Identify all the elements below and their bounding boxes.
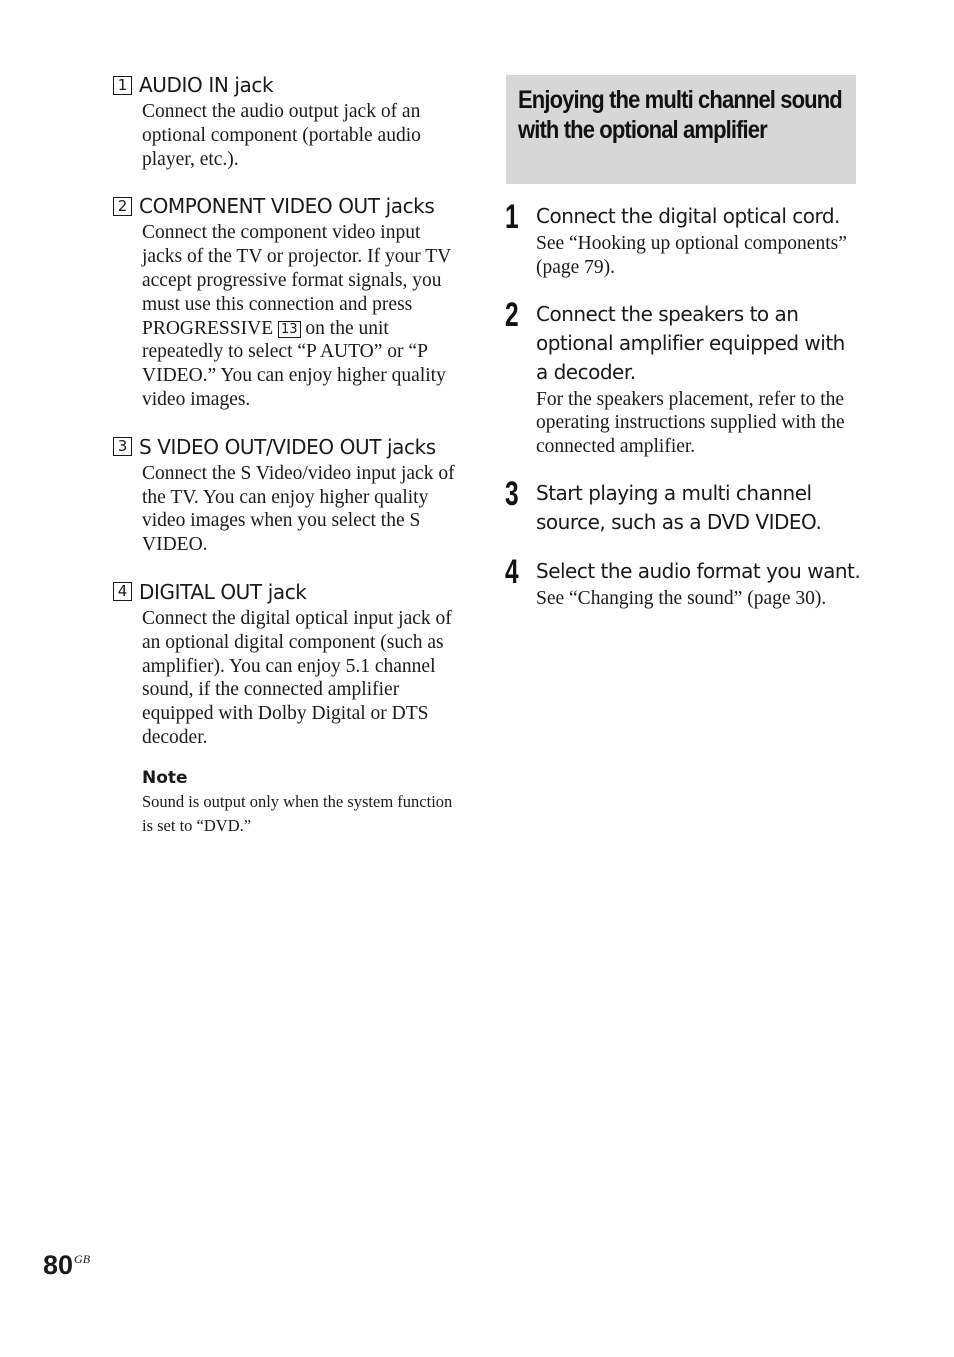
- item-header: [113, 70, 465, 100]
- step-description: See “Changing the sound” (page 30).: [536, 587, 827, 609]
- progressive-button-ref: 13: [278, 321, 301, 338]
- step-title: Connect the digital optical cord.: [536, 204, 840, 228]
- item-number-box: 4: [113, 582, 132, 601]
- left-column: [113, 70, 465, 838]
- item-digital-out: [113, 577, 465, 750]
- step-number: 1: [505, 198, 519, 236]
- step-item: [505, 198, 861, 280]
- item-description: Connect the digital optical input jack of an optional digital component (such as amplifier). You can enjoy 5.1 channel sound, if the connected amplifier equipped with Dolby Digital or DTS decoder.: [142, 607, 452, 748]
- item-number-box: 1: [113, 76, 132, 95]
- note-text: Sound is output only when the system function is set to “DVD.”: [142, 791, 453, 835]
- description-text: Connect the component video input jacks of the TV or projector. If your TV accept progressive format signals, you must use this connection and press PROGRESSIVE: [142, 222, 451, 339]
- step-title: Select the audio format you want.: [536, 558, 861, 583]
- page-number: [43, 1248, 90, 1282]
- step-number: 3: [505, 474, 519, 513]
- description-text: on the unit repeatedly to select “P AUTO” or “P VIDEO.” You can enjoy higher quality video images.: [142, 317, 446, 410]
- item-header: [113, 577, 465, 607]
- item-number-box: 3: [113, 437, 132, 456]
- item-audio-in: [113, 70, 465, 171]
- section-title: Enjoying the multi channel sound with the optional amplifier: [518, 86, 842, 144]
- step-description: For the speakers placement, refer to the operating instructions supplied with the connected amplifier.: [536, 388, 845, 458]
- step-title: Start playing a multi channel source, such as a DVD VIDEO.: [536, 480, 822, 534]
- steps-list: [505, 198, 861, 631]
- item-s-video-out: [113, 432, 465, 557]
- item-title: COMPONENT VIDEO OUT jacks: [139, 194, 435, 219]
- item-description: [142, 221, 465, 411]
- step-number: 4: [505, 552, 519, 591]
- item-description: Connect the audio output jack of an optional component (portable audio player, etc.).: [142, 101, 421, 170]
- step-item: [505, 474, 861, 537]
- item-title: DIGITAL OUT jack: [139, 579, 307, 604]
- note-title: Note: [142, 767, 188, 788]
- item-title: S VIDEO OUT/VIDEO OUT jacks: [139, 434, 436, 459]
- item-header: [113, 191, 465, 221]
- item-title: AUDIO IN jack: [139, 73, 274, 97]
- step-item: [505, 552, 861, 611]
- item-number-box: 2: [113, 197, 132, 216]
- item-component-video-out: [113, 191, 465, 411]
- step-item: [505, 295, 861, 459]
- step-number: 2: [505, 295, 519, 334]
- step-title: Connect the speakers to an optional amplifier equipped with a decoder.: [536, 301, 845, 384]
- step-description: See “Hooking up optional components” (page 79).: [536, 233, 847, 278]
- item-header: [113, 432, 465, 462]
- page-number-suffix: GB: [74, 1252, 91, 1266]
- section-header: [506, 75, 856, 184]
- note-block: [142, 768, 465, 838]
- page-number-value: 80: [43, 1250, 74, 1280]
- item-description: Connect the S Video/video input jack of the TV. You can enjoy higher quality video images when you select the S VIDEO.: [142, 462, 455, 556]
